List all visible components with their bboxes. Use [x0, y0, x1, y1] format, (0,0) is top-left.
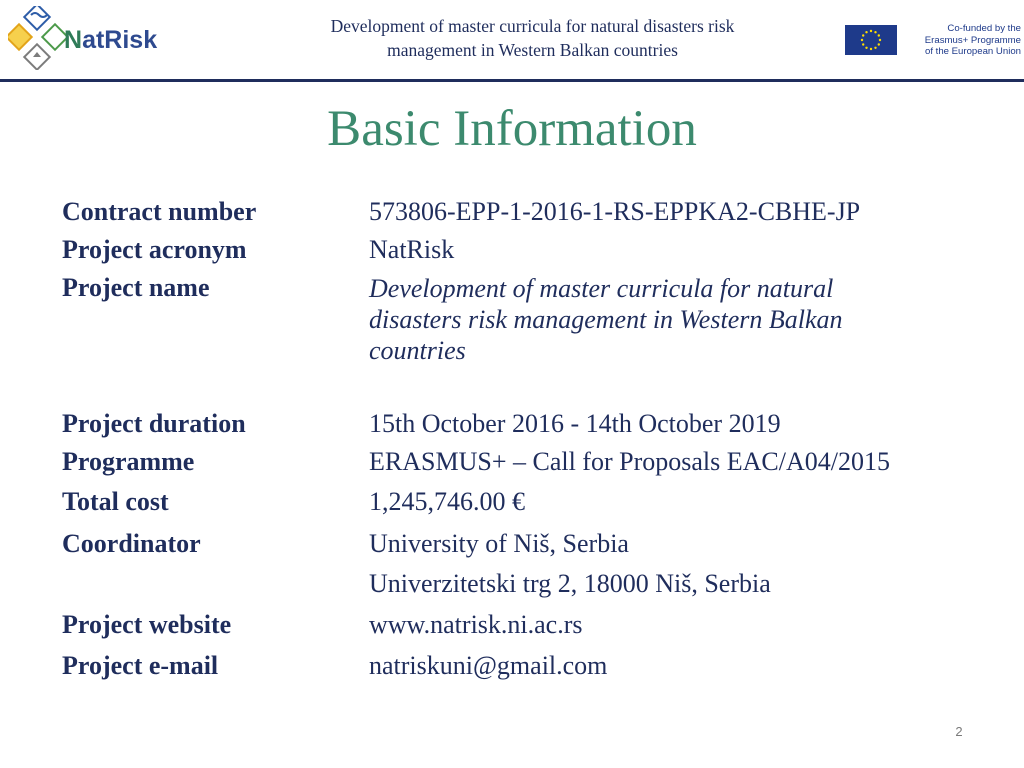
- eu-star: [870, 48, 872, 50]
- info-value: 1,245,746.00 €: [369, 487, 525, 516]
- eu-star: [865, 47, 867, 49]
- header-title-line-2: management in Western Balkan countries: [387, 40, 678, 60]
- natrisk-logo: [8, 6, 168, 70]
- info-label: Total cost: [62, 487, 169, 516]
- info-value: Univerzitetski trg 2, 18000 Niš, Serbia: [369, 569, 771, 598]
- info-value: 573806-EPP-1-2016-1-RS-EPPKA2-CBHE-JP: [369, 197, 861, 226]
- eu-star: [862, 43, 864, 45]
- info-value: University of Niš, Serbia: [369, 529, 629, 558]
- eu-star: [878, 34, 880, 36]
- info-label: Coordinator: [62, 529, 201, 558]
- info-value: NatRisk: [369, 235, 455, 264]
- info-value: 15th October 2016 - 14th October 2019: [369, 409, 781, 438]
- project-email-link[interactable]: natriskuni@gmail.com: [369, 651, 608, 680]
- eu-cofunding-text: [905, 23, 1021, 58]
- info-label: Project acronym: [62, 235, 247, 264]
- eu-text-line-3: of the European Union: [924, 46, 1021, 58]
- info-value: ERASMUS+ – Call for Proposals EAC/A04/2015: [369, 447, 890, 476]
- header-project-title: [260, 14, 805, 62]
- info-label: Project name: [62, 273, 210, 302]
- eu-star: [874, 47, 876, 49]
- eu-cofunding-badge: [845, 22, 1020, 62]
- header-divider: [0, 79, 1024, 82]
- header-title-line-1: Development of master curricula for natural disasters risk: [330, 16, 735, 36]
- eu-star: [879, 39, 881, 41]
- eu-star: [874, 31, 876, 33]
- eu-flag-icon: [845, 25, 897, 55]
- page-title: Basic Information: [327, 101, 697, 157]
- info-value: Development of master curricula for natural disasters risk management in Western Balkan countries: [369, 274, 843, 365]
- info-label: Contract number: [62, 197, 257, 226]
- eu-star: [862, 34, 864, 36]
- eu-star: [865, 31, 867, 33]
- eu-text-line-2: Erasmus+ Programme: [924, 34, 1021, 46]
- page-number: 2: [955, 724, 963, 739]
- eu-star: [861, 39, 863, 41]
- natrisk-logo-icon: [8, 6, 68, 70]
- info-label: Project duration: [62, 409, 246, 438]
- info-label: Programme: [62, 447, 195, 476]
- eu-text-line-1: Co-funded by the: [947, 23, 1021, 34]
- slide-header: [0, 0, 1024, 80]
- natrisk-logo-wordmark: NatRisk: [64, 26, 158, 54]
- info-label: Project website: [62, 610, 232, 639]
- project-website-link[interactable]: www.natrisk.ni.ac.rs: [369, 610, 583, 639]
- eu-star: [870, 30, 872, 32]
- eu-star: [878, 43, 880, 45]
- info-label: Project e-mail: [62, 651, 219, 680]
